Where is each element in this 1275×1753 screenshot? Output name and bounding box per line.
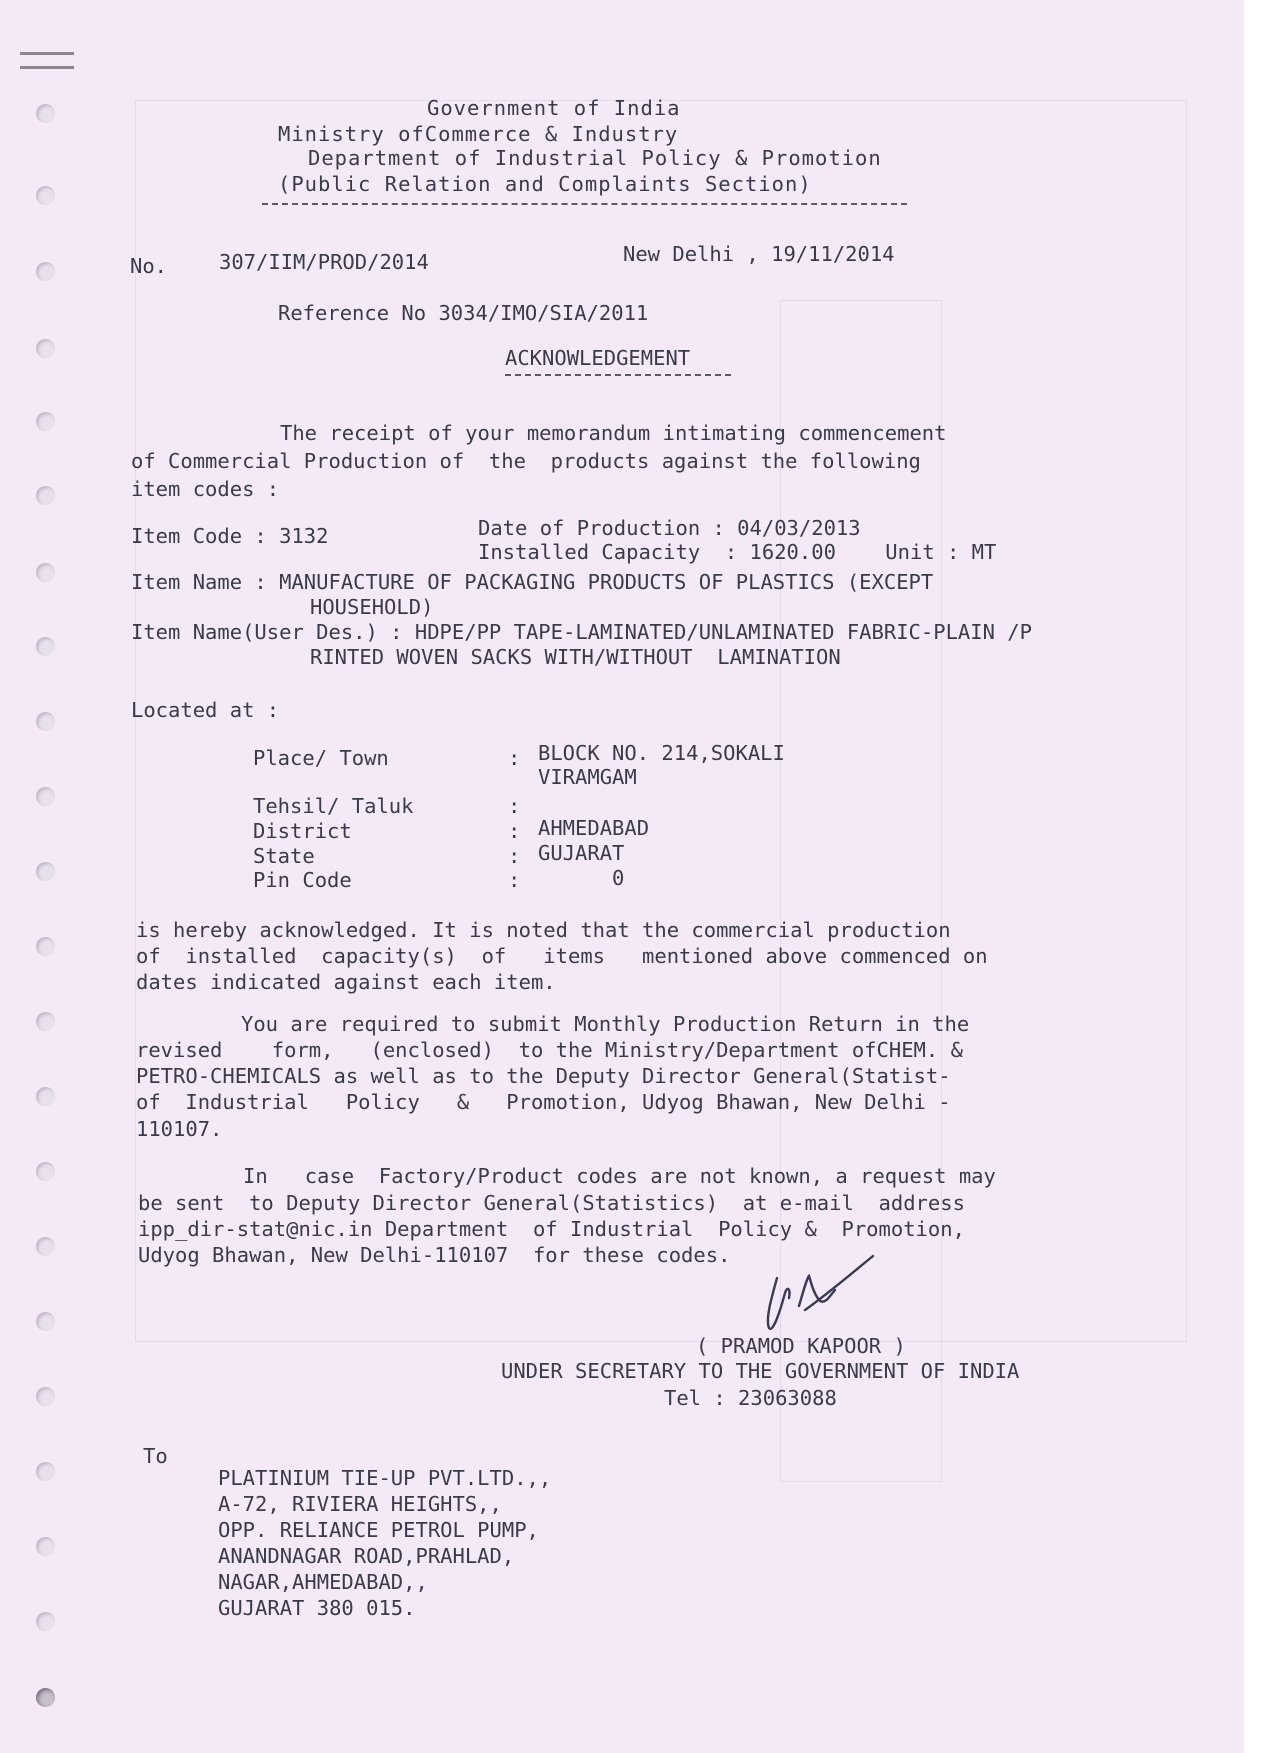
location-separator: : xyxy=(508,844,521,868)
case-line-4: Udyog Bhawan, New Delhi-110107 for these codes. xyxy=(138,1243,731,1267)
punch-hole xyxy=(36,412,55,431)
location-value: AHMEDABAD xyxy=(538,816,650,840)
signatory-name: ( PRAMOD KAPOOR ) xyxy=(696,1334,906,1358)
installed-capacity: Installed Capacity : 1620.00 Unit : MT xyxy=(478,540,997,564)
punch-hole xyxy=(36,104,55,123)
address-line: OPP. RELIANCE PETROL PUMP, xyxy=(218,1518,539,1542)
punch-hole xyxy=(36,637,55,656)
punch-hole xyxy=(36,1612,55,1631)
handwritten-signature xyxy=(755,1248,885,1338)
address-line: NAGAR,AHMEDABAD,, xyxy=(218,1570,428,1594)
punch-hole xyxy=(36,1012,55,1031)
show-through-grid xyxy=(135,96,1187,1342)
item-user-des-line-1: Item Name(User Des.) : HDPE/PP TAPE-LAMINATED/UNLAMINATED FABRIC-PLAIN /P xyxy=(131,620,1032,644)
punch-hole xyxy=(36,937,55,956)
punch-hole xyxy=(36,1087,55,1106)
punch-hole xyxy=(36,1688,55,1707)
punch-hole xyxy=(36,1537,55,1556)
location-value: BLOCK NO. 214,SOKALI xyxy=(538,741,785,765)
ref-no-value: 307/IIM/PROD/2014 xyxy=(219,250,429,274)
case-line-3: ipp_dir-stat@nic.in Department of Industrial Policy & Promotion, xyxy=(138,1217,965,1241)
intro-line-2: of Commercial Production of the products against the following xyxy=(131,449,921,473)
punch-hole xyxy=(36,1462,55,1481)
punch-hole xyxy=(36,787,55,806)
address-line: GUJARAT 380 015. xyxy=(218,1596,416,1620)
req-line-1: You are required to submit Monthly Production Return in the xyxy=(241,1012,970,1036)
location-label: District xyxy=(253,819,352,843)
location-separator: : xyxy=(508,746,521,770)
date-of-production: Date of Production : 04/03/2013 xyxy=(478,516,861,540)
header-rule xyxy=(262,203,907,205)
header-line-4: (Public Relation and Complaints Section) xyxy=(278,172,812,196)
scan-margin xyxy=(1244,0,1275,1753)
header-line-3: Department of Industrial Policy & Promotion xyxy=(308,146,882,170)
punch-hole xyxy=(36,862,55,881)
location-value: 0 xyxy=(612,866,625,890)
case-line-2: be sent to Deputy Director General(Statistics) at e-mail address xyxy=(138,1191,965,1215)
req-line-3: PETRO-CHEMICALS as well as to the Deputy Director General(Statist- xyxy=(136,1064,951,1088)
req-line-4: of Industrial Policy & Promotion, Udyog Bhawan, New Delhi - xyxy=(136,1090,951,1114)
header-line-1: Government of India xyxy=(427,96,681,120)
binder-mark xyxy=(20,52,74,55)
header-line-2: Ministry ofCommerce & Industry xyxy=(278,122,679,146)
ack-line-2: of installed capacity(s) of items mentioned above commenced on xyxy=(136,944,988,968)
location-value: GUJARAT xyxy=(538,841,625,865)
place-date: New Delhi , 19/11/2014 xyxy=(623,242,895,266)
reference-number: Reference No 3034/IMO/SIA/2011 xyxy=(278,301,649,325)
punch-hole xyxy=(36,486,55,505)
address-line: PLATINIUM TIE-UP PVT.LTD.,, xyxy=(218,1466,552,1490)
punch-hole xyxy=(36,563,55,582)
punch-hole xyxy=(36,186,55,205)
intro-line-3: item codes : xyxy=(131,477,280,501)
punch-hole xyxy=(36,1387,55,1406)
located-at-heading: Located at : xyxy=(131,698,280,722)
item-name-line-2: HOUSEHOLD) xyxy=(310,595,434,619)
location-separator: : xyxy=(508,819,521,843)
signatory-tel: Tel : 23063088 xyxy=(664,1386,837,1410)
location-label: Place/ Town xyxy=(253,746,389,770)
location-separator: : xyxy=(508,868,521,892)
ack-line-1: is hereby acknowledged. It is noted that the commercial production xyxy=(136,918,951,942)
punch-hole xyxy=(36,1312,55,1331)
punch-hole xyxy=(36,1162,55,1181)
location-label: Pin Code xyxy=(253,868,352,892)
punch-hole xyxy=(36,262,55,281)
location-label: Tehsil/ Taluk xyxy=(253,794,414,818)
binder-mark xyxy=(20,66,74,69)
signatory-designation: UNDER SECRETARY TO THE GOVERNMENT OF INDIA xyxy=(501,1359,1020,1383)
location-label: State xyxy=(253,844,315,868)
document-title: ACKNOWLEDGEMENT xyxy=(505,346,691,370)
ack-line-3: dates indicated against each item. xyxy=(136,970,556,994)
req-line-5: 110107. xyxy=(136,1117,223,1141)
item-code: Item Code : 3132 xyxy=(131,524,329,548)
address-line: ANANDNAGAR ROAD,PRAHLAD, xyxy=(218,1544,515,1568)
req-line-2: revised form, (enclosed) to the Ministry/Department ofCHEM. & xyxy=(136,1038,963,1062)
punch-hole xyxy=(36,1237,55,1256)
punch-hole xyxy=(36,712,55,731)
intro-line-1: The receipt of your memorandum intimating commencement xyxy=(280,421,947,445)
location-separator: : xyxy=(508,794,521,818)
punch-hole xyxy=(36,339,55,358)
to-label: To xyxy=(143,1444,168,1468)
title-underline xyxy=(505,374,731,376)
item-user-des-line-2: RINTED WOVEN SACKS WITH/WITHOUT LAMINATION xyxy=(310,645,841,669)
ref-no-label: No. xyxy=(130,254,168,278)
location-value: VIRAMGAM xyxy=(538,765,637,789)
case-line-1: In case Factory/Product codes are not known, a request may xyxy=(243,1164,996,1188)
address-line: A-72, RIVIERA HEIGHTS,, xyxy=(218,1492,502,1516)
item-name-line-1: Item Name : MANUFACTURE OF PACKAGING PRODUCTS OF PLASTICS (EXCEPT xyxy=(131,570,934,594)
